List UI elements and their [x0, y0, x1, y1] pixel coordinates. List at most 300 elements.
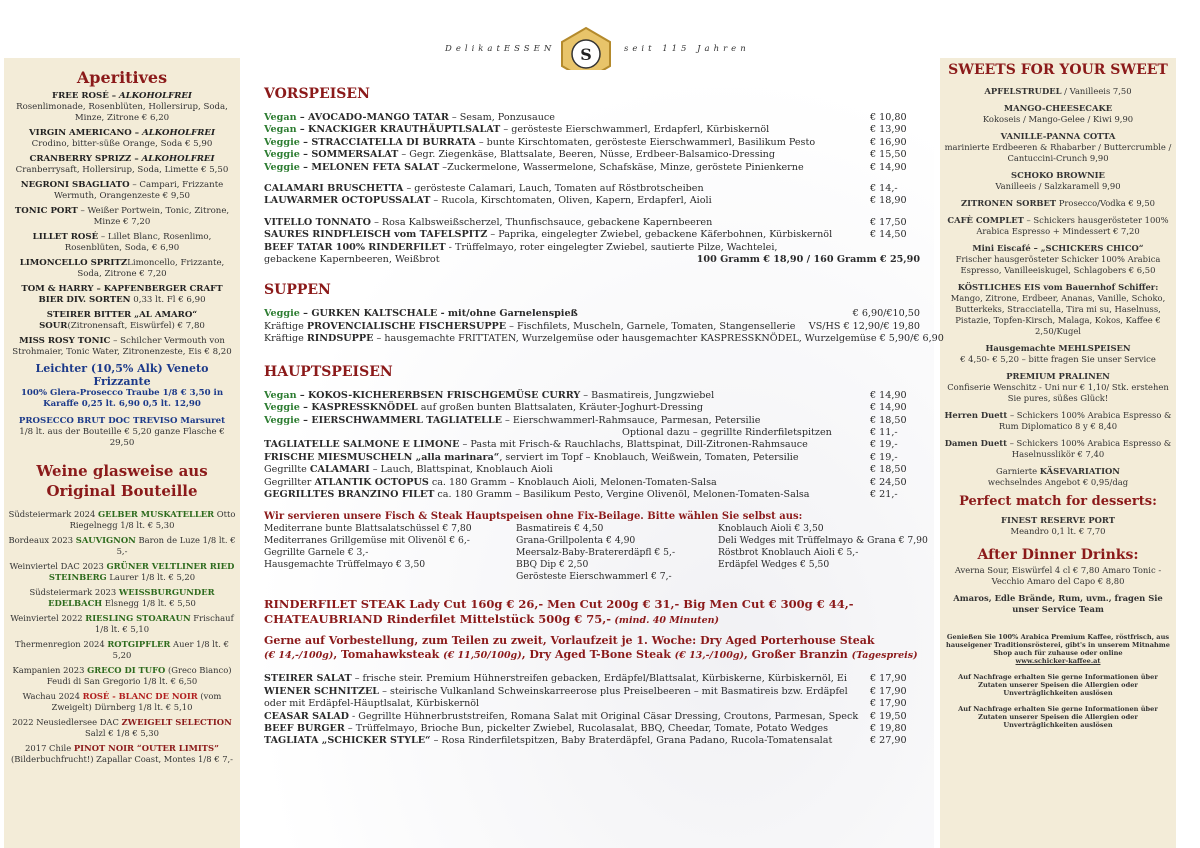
item-price: € 14,50 — [870, 229, 907, 241]
item-desc-text: – frische steir. Premium Hühnerstreifen gebacken, Erdäpfel/Blattsalat, Kürbiskerne, Kürbiskernöl, Ei — [351, 673, 847, 685]
vorspeisen-title: VORSPEISEN — [264, 86, 370, 102]
item-desc — [264, 229, 870, 241]
soup-row — [264, 308, 920, 320]
item-desc-text: – Rosa Rinderfiletspitzen, Baby Braterdäpfel, Grana Padano, Rucola-Tomatensalat — [430, 735, 833, 747]
sweet-desc: – Schickers 100% Arabica Espresso & Rum Diplomatico 8 y € 8,40 — [998, 410, 1172, 431]
spacer — [264, 208, 920, 217]
port-desc: Meandro 0,1 lt. € 7,70 — [1010, 526, 1106, 536]
item-desc-text: ca. 180 Gramm – Basilikum Pesto, Vergine Olivenöl, Melonen-Tomaten-Salsa — [434, 488, 810, 500]
allergen-note-2: Auf Nachfrage erhalten Sie gerne Informationen über Zutaten unserer Speisen die Allergien oder Unverträglichkeiten auslösen — [958, 705, 1158, 729]
item-desc — [264, 254, 697, 266]
item-name: CEASAR SALAD — [264, 710, 349, 722]
side-item: Knoblauch Aioli € 3,50 — [718, 523, 824, 535]
wine-origin: Südsteiermark 2024 — [8, 509, 98, 519]
item-price: € 16,90 — [870, 136, 907, 148]
item-desc — [264, 137, 870, 149]
item-desc — [264, 415, 870, 427]
aperitive-item — [8, 232, 236, 254]
item-desc-text: – Fischfilets, Muscheln, Garnele, Tomaten, Stangensellerie — [506, 320, 796, 332]
item-name: TAGLIATELLE SALMONE E LIMONE — [264, 439, 460, 451]
sweet-desc: marinierte Erdbeeren & Rhabarber / Buttercrumble / Cantuccini-Crunch 9,90 — [944, 142, 1172, 163]
item-price: € 15,50 — [870, 149, 907, 161]
item-desc — [264, 390, 870, 402]
item-name: PROVENCIALISCHE FISCHERSUPPE — [306, 320, 507, 332]
main-row — [264, 673, 920, 685]
main-row — [264, 390, 920, 402]
wine-item — [8, 509, 236, 531]
item-name: BEEF BURGER — [264, 722, 345, 734]
item-name: SAURES RINDFLEISCH vom TAFELSPITZ — [264, 229, 488, 241]
sweet-desc: Confiserie Wenschitz - Uni nur € 1,10/ Stk. erstehen Sie pures, süßes Glück! — [947, 382, 1169, 403]
sweet-name: KÖSTLICHES EIS vom Bauernhof Schiffer: — [957, 282, 1159, 292]
item-desc — [264, 308, 845, 320]
wine-detail: Elsnegg 1/8 lt. € 5,50 — [102, 598, 196, 608]
main-row — [264, 735, 920, 747]
wine-origin: Bordeaux 2023 — [8, 535, 76, 545]
right-column — [944, 62, 1172, 737]
item-desc — [264, 452, 870, 464]
main-row — [264, 402, 920, 414]
aperitive-name: LIMONCELLO SPRITZ — [19, 258, 128, 268]
sweet-item — [944, 466, 1172, 488]
item-desc: Optional dazu – gegrillte Rinderfiletspitzen — [622, 426, 832, 438]
sweet-name: ZITRONEN SORBET — [960, 198, 1057, 208]
side-item: Gegrillte Garnele € 3,- — [264, 547, 369, 559]
item-name: – KOKOS-KICHERERBSEN FRISCHGEMÜSE CURRY — [296, 389, 581, 401]
aperitive-item — [8, 206, 236, 228]
sweet-name: Hausgemachte MEHLSPEISEN — [985, 343, 1131, 353]
aperitive-tag: ALKOHOLFREI — [119, 91, 192, 101]
sweet-desc: € 4,50- € 5,20 – bitte fragen Sie unser Service — [960, 354, 1156, 364]
starter-row — [264, 137, 920, 149]
wine-item — [8, 535, 236, 557]
starter-row — [264, 254, 920, 266]
sweet-name: APFELSTRUDEL — [984, 86, 1062, 96]
diet-tag: Veggie — [264, 161, 300, 173]
item-name: STEIRER SALAT — [264, 673, 352, 685]
item-name: CALAMARI BRUSCHETTA — [264, 183, 404, 195]
sweet-desc: Kokoseis / Mango-Gelee / Kiwi 9,90 — [982, 114, 1134, 124]
sweet-name: Damen Duett — [944, 438, 1008, 448]
item-desc — [264, 195, 870, 207]
after-dinner-desc: Averna Sour, Eiswürfel 4 cl € 7,80 Amaro Tonic - Vecchio Amaro del Capo € 8,80 — [954, 565, 1162, 586]
aperitive-item — [8, 258, 236, 280]
diet-tag: Veggie — [264, 414, 300, 426]
aperitive-name: NEGRONI SBAGLIATO — [20, 180, 130, 190]
steak-line-2: CHATEAUBRIAND Rinderfilet Mittelstück 500g € 75,- — [264, 612, 612, 627]
wine-origin: Kampanien 2023 — [12, 665, 88, 675]
item-name: – AVOCADO-MANGO TATAR — [296, 112, 449, 123]
perfect-match-title: Perfect match for desserts: — [959, 494, 1157, 509]
item-pre: Gegrillter — [264, 476, 315, 488]
wine-title: Weine glasweise aus Original Bouteille — [36, 462, 208, 500]
main-row — [264, 698, 920, 710]
wine-name: SAUVIGNON — [75, 535, 136, 545]
wine-item — [8, 691, 236, 713]
after-dinner-title: After Dinner Drinks: — [977, 547, 1139, 563]
aperitive-name: FREE ROSÉ – — [52, 91, 120, 101]
sweet-item — [944, 170, 1172, 192]
main-row — [264, 477, 920, 489]
item-price: € 14,90 — [870, 389, 907, 401]
item-desc — [264, 439, 870, 451]
side-item: Mediterranes Grillgemüse mit Olivenöl € 6,- — [264, 535, 470, 547]
sweet-item — [944, 86, 1172, 97]
sweet-item — [944, 215, 1172, 237]
item-price: € 11,- — [870, 426, 898, 438]
main-row — [264, 439, 920, 451]
item-desc-text: – steirische Vulkanland Schweinskarreerose plus Preiselbeeren – mit Basmatireis bzw. Erdäpfel — [379, 685, 848, 697]
side-item: Mediterrane bunte Blattsalatschüssel € 7,80 — [264, 523, 472, 535]
item-price: € 17,90 — [870, 698, 907, 710]
diet-tag: Veggie — [264, 149, 300, 161]
item-pre: Kräftige — [264, 320, 307, 332]
starter-row — [264, 112, 920, 124]
sweet-name: Herren Duett — [944, 410, 1008, 420]
diet-tag: Vegan — [264, 112, 297, 123]
hauptspeisen-list — [264, 390, 920, 502]
side-item: Grana-Grillpolenta € 4,90 — [516, 535, 636, 547]
item-desc — [264, 477, 870, 489]
aperitive-item — [8, 128, 236, 150]
item-desc-text: – Pasta mit Frisch-& Rauchlachs, Blattspinat, Dill-Zitronen-Rahmsauce — [459, 439, 808, 451]
wine-name: GELBER MUSKATELLER — [97, 509, 215, 519]
sweet-item — [944, 198, 1172, 209]
item-desc — [264, 217, 870, 229]
item-desc — [264, 112, 870, 124]
preorder-line-2: (€ 14,-/100g), Tomahawksteak (€ 11,50/100g), Dry Aged T-Bone Steak (€ 13,-/100g), Großer Branzin (Tagespreis) — [264, 648, 918, 662]
item-price: € 27,90 — [870, 735, 907, 747]
prosecco-line: 100% Glera-Prosecco Traube 1/8 € 3,50 in Karaffe 0,25 lt. 6,90 0,5 lt. 12,90 — [20, 388, 224, 409]
item-desc — [264, 321, 801, 333]
starter-row — [264, 183, 920, 195]
item-price: € 10,80 — [870, 112, 907, 123]
wine-detail: (Bilderbuchfrucht!) Zapallar Coast, Montes 1/8 € 7,- — [10, 754, 234, 764]
wine-item — [8, 717, 236, 739]
item-price: € 19,80 — [870, 722, 907, 734]
diet-tag: Vegan — [264, 124, 297, 136]
sides-column — [718, 523, 928, 583]
aperitive-desc: – Weißer Portwein, Tonic, Zitrone, Minze € 7,20 — [77, 206, 230, 227]
main-row — [264, 711, 920, 723]
aperitive-item — [8, 310, 236, 332]
sweet-desc: – Schickers 100% Arabica Espresso & Haselnusslikör € 7,40 — [1007, 438, 1172, 459]
side-item: Erdäpfel Wedges € 5,50 — [718, 559, 830, 571]
coffee-note: Genießen Sie 100% Arabica Premium Kaffee, röstfrisch, aus hauseigener Traditionsrösterei, gibt's in unserem Mitnahme Shop auch für zuhause oder online — [946, 633, 1170, 657]
item-price: € 18,90 — [870, 195, 907, 207]
wine-detail: (vom Zweigelt) Dürnberg 1/8 lt. € 5,10 — [51, 691, 222, 712]
item-desc-text: , serviert im Topf – Knoblauch, Weißwein, Tomaten, Petersilie — [499, 451, 799, 463]
side-item: Meersalz-Baby-Bratererdäpfl € 5,- — [516, 547, 676, 559]
sweet-name: SCHOKO BROWNIE — [1011, 170, 1105, 180]
wine-detail: Frischauf 1/8 lt. € 5,10 — [94, 613, 234, 634]
side-item: BBQ Dip € 2,50 — [516, 559, 589, 571]
item-desc — [264, 464, 870, 476]
side-item: Deli Wedges mit Trüffelmayo & Grana € 7,90 — [718, 535, 928, 547]
wine-list — [8, 509, 236, 765]
item-desc-text: oder mit Erdäpfel-Häuptlsalat, Kürbiskernöl — [264, 698, 480, 710]
item-price: € 17,90 — [870, 685, 907, 697]
steak-line-2-note: (mind. 40 Minuten) — [611, 615, 720, 627]
item-name: GEGRILLTES BRANZINO FILET — [264, 488, 435, 500]
wine-name: WEISSBURGUNDER EDELBACH — [48, 587, 215, 608]
aperitive-item — [8, 284, 236, 306]
item-desc-text: – Rucola, Kirschtomaten, Oliven, Kapern, Erdapferl, Aioli — [430, 195, 712, 207]
sweet-item — [944, 410, 1172, 432]
wine-detail: (Greco Bianco) Feudi di San Gregorio 1/8 lt. € 6,50 — [46, 665, 232, 686]
main-menu — [264, 86, 944, 748]
allergen-note-1: Auf Nachfrage erhalten Sie gerne Informationen über Zutaten unserer Speisen die Allergien oder Unverträglichkeiten auslösen — [958, 673, 1158, 697]
aperitives-list — [8, 91, 236, 358]
item-name: VITELLO TONNATO — [264, 216, 372, 228]
item-price: € 19,- — [870, 451, 898, 463]
item-name: CALAMARI — [309, 464, 370, 476]
coffee-url[interactable]: www.schicker-kaffee.at — [1015, 657, 1101, 665]
item-name: – KNACKIGER KRAUTHÄUPTLSALAT — [296, 124, 501, 136]
wine-origin: Weinviertel DAC 2023 — [9, 561, 107, 571]
sweet-desc: Frischer hausgerösteter Schicker 100% Arabica Espresso, Vanilleeiskugel, Schlagobers € 6,50 — [955, 254, 1161, 275]
main-row — [264, 489, 920, 501]
item-desc — [264, 711, 870, 723]
sweet-name: VANILLE-PANNA COTTA — [1000, 131, 1116, 141]
item-name: RINDSUPPE — [306, 333, 374, 345]
starter-row — [264, 242, 920, 254]
wine-detail: Baron de Luze 1/8 lt. € 5,- — [116, 535, 236, 556]
item-name: WIENER SCHNITZEL — [264, 685, 380, 697]
item-pre: Gegrillte — [264, 464, 310, 476]
item-name: – MELONEN FETA SALAT — [299, 161, 440, 173]
item-tail: 100 Gramm € 18,90 / 160 Gramm € 25,90 — [696, 254, 920, 266]
item-desc-text: – bunte Kirschtomaten, gerösteste Eierschwammerl, Basilikum Pesto — [475, 136, 816, 148]
suppen-list — [264, 308, 944, 345]
aperitive-item — [8, 154, 236, 176]
sweet-name: PREMIUM PRALINEN — [1006, 371, 1110, 381]
aperitive-name: VIRGIN AMERICANO – — [29, 128, 143, 138]
sweet-item — [944, 371, 1172, 404]
aperitive-desc: – Lillet Blanc, Rosenlimo, Rosenblüten, Soda, € 6,90 — [64, 232, 212, 253]
sweet-desc: Vanilleeis / Salzkaramell 9,90 — [995, 181, 1121, 191]
aperitive-desc: (Zitronensaft, Eiswürfel) € 7,80 — [67, 321, 205, 331]
prosecco-title: Leichter (10,5% Alk) Veneto Frizzante — [35, 362, 209, 388]
main-row — [264, 452, 920, 464]
starter-row — [264, 149, 920, 161]
item-desc — [264, 149, 870, 161]
steak-line-1: RINDERFILET STEAK Lady Cut 160g € 26,- Men Cut 200g € 31,- Big Men Cut € 300g € 44,- — [264, 597, 854, 612]
item-desc — [264, 673, 870, 685]
aperitive-name: STEIRER BITTER „AL AMARO“ SOUR — [39, 310, 198, 331]
item-price: € 17,90 — [870, 673, 907, 685]
sweet-item — [944, 131, 1172, 164]
wine-origin: Südsteiermark 2023 — [29, 587, 119, 597]
wine-origin: Weinviertel 2022 — [10, 613, 86, 623]
item-name: BEEF TATAR 100% RINDERFILET — [264, 241, 446, 253]
item-desc-text: – Paprika, eingelegter Zwiebel, gebackene Käferbohnen, Kürbiskernöl — [487, 229, 833, 241]
main-row — [264, 464, 920, 476]
diet-tag: Vegan — [264, 389, 297, 401]
wine-item — [8, 561, 236, 583]
sides-title: Wir servieren unsere Fisch & Steak Hauptspeisen ohne Fix-Beilage. Bitte wählen Sie selbst aus: — [264, 511, 803, 523]
item-name: – GURKEN KALTSCHALE - mit/ohne Garnelenspieß — [299, 308, 578, 320]
main-row — [264, 686, 920, 698]
item-desc-text: - Trüffelmayo, roter eingelegter Zwiebel, sautierte Pilze, Wachtelei, — [445, 241, 778, 253]
aperitive-name: TOM & HARRY – KAPFENBERGER CRAFT BIER DIV. SORTEN — [21, 284, 223, 305]
item-name: – KASPRESSKNÖDEL — [299, 402, 418, 414]
item-name: – EIERSCHWAMMERL TAGLIATELLE — [299, 414, 502, 426]
prosecco-doc: PROSECCO BRUT DOC TREVISO Marsuret — [18, 416, 226, 426]
item-desc — [264, 402, 870, 414]
item-price: € 18,50 — [870, 414, 907, 426]
wine-name: ROSÉ - BLANC DE NOIR — [82, 691, 198, 701]
wine-item — [8, 587, 236, 609]
item-name: ATLANTIK OCTOPUS — [314, 476, 429, 488]
item-price: € 6,90/€10,50 — [852, 308, 920, 320]
item-price: € 21,- — [870, 488, 898, 500]
left-column — [8, 66, 236, 769]
sweet-name: CAFÈ COMPLET — [947, 215, 1024, 225]
wine-origin: 2022 Neusiedlersee DAC — [12, 717, 122, 727]
item-desc — [264, 698, 870, 710]
wine-name: GRECO DI TUFO — [87, 665, 166, 675]
aperitive-name: CRANBERRY SPRIZZ – — [29, 154, 142, 164]
spacer — [264, 174, 920, 183]
sweets-list — [944, 86, 1172, 488]
item-price: € 13,90 — [870, 124, 907, 136]
item-price: € 17,50 — [870, 216, 907, 228]
prosecco-doc-desc: 1/8 lt. aus der Bouteille € 5,20 ganze Flasche € 29,50 — [19, 427, 225, 448]
item-desc-text: auf großen bunten Blattsalaten, Kräuter-Joghurt-Dressing — [417, 402, 704, 414]
sweet-desc: wechselndes Angebot € 0,95/dag — [987, 477, 1129, 487]
side-item: Hausgemachte Trüffelmayo € 3,50 — [264, 559, 426, 571]
aperitive-tag: ALKOHOLFREI — [142, 128, 215, 138]
item-desc — [264, 489, 870, 501]
aperitive-item — [8, 180, 236, 202]
item-price: € 18,50 — [870, 464, 907, 476]
after-dinner-more: Amaros, Edle Brände, Rum, uvm., fragen Sie unser Service Team — [953, 593, 1163, 614]
item-price — [870, 242, 920, 254]
starter-row — [264, 162, 920, 174]
sweet-desc: Prosecco/Vodka € 9,50 — [1056, 198, 1156, 208]
sweet-pre: Garnierte — [996, 466, 1040, 476]
wine-item — [8, 639, 236, 661]
item-desc-text: – hausgemachte FRITTATEN, Wurzelgemüse oder hausgemachter KASPRESSKNÖDEL, Wurzelgemüse € 5,90/€ 6,90 — [373, 333, 944, 345]
diet-tag: Veggie — [264, 402, 300, 414]
item-desc — [264, 124, 870, 136]
aperitive-name: TONIC PORT — [14, 206, 78, 216]
item-desc — [264, 735, 870, 747]
item-pre: Kräftige — [264, 333, 307, 345]
wine-name: RIESLING STOARAUN — [85, 613, 191, 623]
sweet-desc: – Schickers hausgerösteter 100% Arabica Espresso + Mindessert € 7,20 — [976, 215, 1169, 236]
aperitives-title: Aperitives — [76, 68, 168, 87]
item-name: – STRACCIATELLA DI BURRATA — [299, 136, 476, 148]
item-desc — [264, 333, 944, 345]
aperitive-item — [8, 91, 236, 124]
aperitive-desc: Rosenlimonade, Rosenblüten, Hollersirup, Soda, Minze, Zitrone € 6,20 — [16, 102, 228, 123]
item-desc-text: – Basmatireis, Jungzwiebel — [580, 389, 715, 401]
sweet-item — [944, 103, 1172, 125]
item-price: € 19,- — [870, 439, 898, 451]
aperitive-desc: Cranberrysaft, Hollersirup, Soda, Limette € 5,50 — [15, 165, 229, 175]
wine-origin: Wachau 2024 — [22, 691, 83, 701]
item-price — [944, 333, 994, 345]
item-price: € 14,90 — [870, 161, 907, 173]
item-desc-text: – gerösteste Eierschwammerl, Erdapferl, Kürbiskernöl — [500, 124, 770, 136]
item-desc-text: – Lauch, Blattspinat, Knoblauch Aioli — [369, 464, 553, 476]
item-desc — [264, 162, 870, 174]
main-row — [264, 415, 920, 427]
suppen-title: SUPPEN — [264, 282, 331, 299]
starter-row — [264, 195, 920, 207]
starter-row — [264, 124, 920, 136]
sweet-desc: / Vanilleeis 7,50 — [1061, 86, 1132, 96]
aperitive-name: LILLET ROSÉ — [32, 232, 99, 242]
item-price: € 14,90 — [870, 402, 907, 414]
item-desc — [264, 183, 870, 195]
sweet-item — [944, 343, 1172, 365]
item-price: € 19,50 — [870, 710, 907, 722]
sweets-title: SWEETS FOR YOUR SWEET — [948, 62, 1168, 78]
sweet-desc: Mango, Zitrone, Erdbeer, Ananas, Vanille, Schoko, Butterkeks, Stracciatella, Tira mi su, Haselnuss, Pistazie, Topfen-Kirsch, Malaga, Kokos, Kaffee € 2,50/Kugel — [950, 293, 1166, 336]
side-item: Röstbrot Knoblauch Aioli € 5,- — [718, 547, 859, 559]
main-row — [264, 427, 920, 439]
aperitive-tag: ALKOHOLFREI — [141, 154, 215, 164]
item-desc-text: – Eierschwammerl-Rahmsauce, Parmesan, Petersilie — [501, 414, 761, 426]
item-price: € 14,- — [870, 183, 898, 195]
item-desc-text: - Gegrillte Hühnerbruststreifen, Romana Salat mit Original Cäsar Dressing, Croutons, Parmesan, Speck — [348, 710, 859, 722]
sweet-item — [944, 282, 1172, 337]
aperitive-desc: 0,33 lt. Fl € 6,90 — [130, 295, 206, 305]
item-price: VS/HS € 12,90/€ 19,80 — [808, 320, 920, 332]
aperitive-item — [8, 336, 236, 358]
diet-tag: Veggie — [264, 308, 300, 320]
sweet-item — [944, 438, 1172, 460]
header-left-text: DelikatESSEN — [445, 44, 556, 54]
item-price: € 24,50 — [870, 476, 907, 488]
wine-name: ROTGIPFLER — [107, 639, 171, 649]
item-desc-text: – Rosa Kalbsweißscherzel, Thunfischsauce, gebackene Kapernbeeren — [371, 216, 713, 228]
wine-name: PINOT NOIR “OUTER LIMITS” — [73, 743, 219, 753]
vorspeisen-list — [264, 112, 920, 266]
item-name: LAUWARMER OCTOPUSSALAT — [264, 195, 431, 207]
side-item: Basmatireis € 4,50 — [516, 523, 604, 535]
wine-detail: Laurer 1/8 lt. € 5,20 — [106, 572, 196, 582]
item-desc-text: –Zuckermelone, Wassermelone, Schafskäse, Minze, geröstete Pinienkerne — [439, 161, 804, 173]
main-row — [264, 723, 920, 735]
item-desc-text: ca. 180 Gramm – Knoblauch Aioli, Melonen-Tomaten-Salsa — [428, 476, 717, 488]
mains-list — [264, 673, 920, 747]
hauptspeisen-title: HAUPTSPEISEN — [264, 363, 393, 380]
aperitive-desc: Limoncello, Frizzante, Soda, Zitrone € 7,20 — [77, 258, 225, 279]
sides-grid — [264, 523, 928, 583]
sweet-name: MANGO-CHEESECAKE — [1003, 103, 1113, 113]
starter-row — [264, 217, 920, 229]
item-name: FRISCHE MIESMUSCHELN „alla marinara“ — [264, 451, 500, 463]
sides-column — [516, 523, 718, 583]
wine-item — [8, 613, 236, 635]
aperitive-name: MISS ROSY TONIC — [19, 336, 111, 346]
aperitive-desc: – Schilcher Vermouth von Strohmaier, Tonic Water, Zitronenzeste, Eis € 8,20 — [12, 336, 232, 357]
item-desc-text: – Sesam, Ponzusauce — [448, 112, 555, 123]
wine-name: ZWEIGELT SELECTION — [121, 717, 232, 727]
wine-name: GRÜNER VELTLINER RIED STEINBERG — [48, 561, 235, 582]
wine-origin: Thermenregion 2024 — [15, 639, 108, 649]
svg-text:S: S — [580, 45, 592, 64]
soup-row — [264, 321, 920, 333]
item-desc — [264, 723, 870, 735]
item-desc-text: – Trüffelmayo, Brioche Bun, pickelter Zwiebel, Rucolasalat, BBQ, Cheedar, Tomate, Potato Wedges — [344, 722, 829, 734]
item-desc-text: – gerösteste Calamari, Lauch, Tomaten auf Röstbrotscheiben — [403, 183, 704, 195]
port-name: FINEST RESERVE PORT — [1001, 515, 1115, 525]
